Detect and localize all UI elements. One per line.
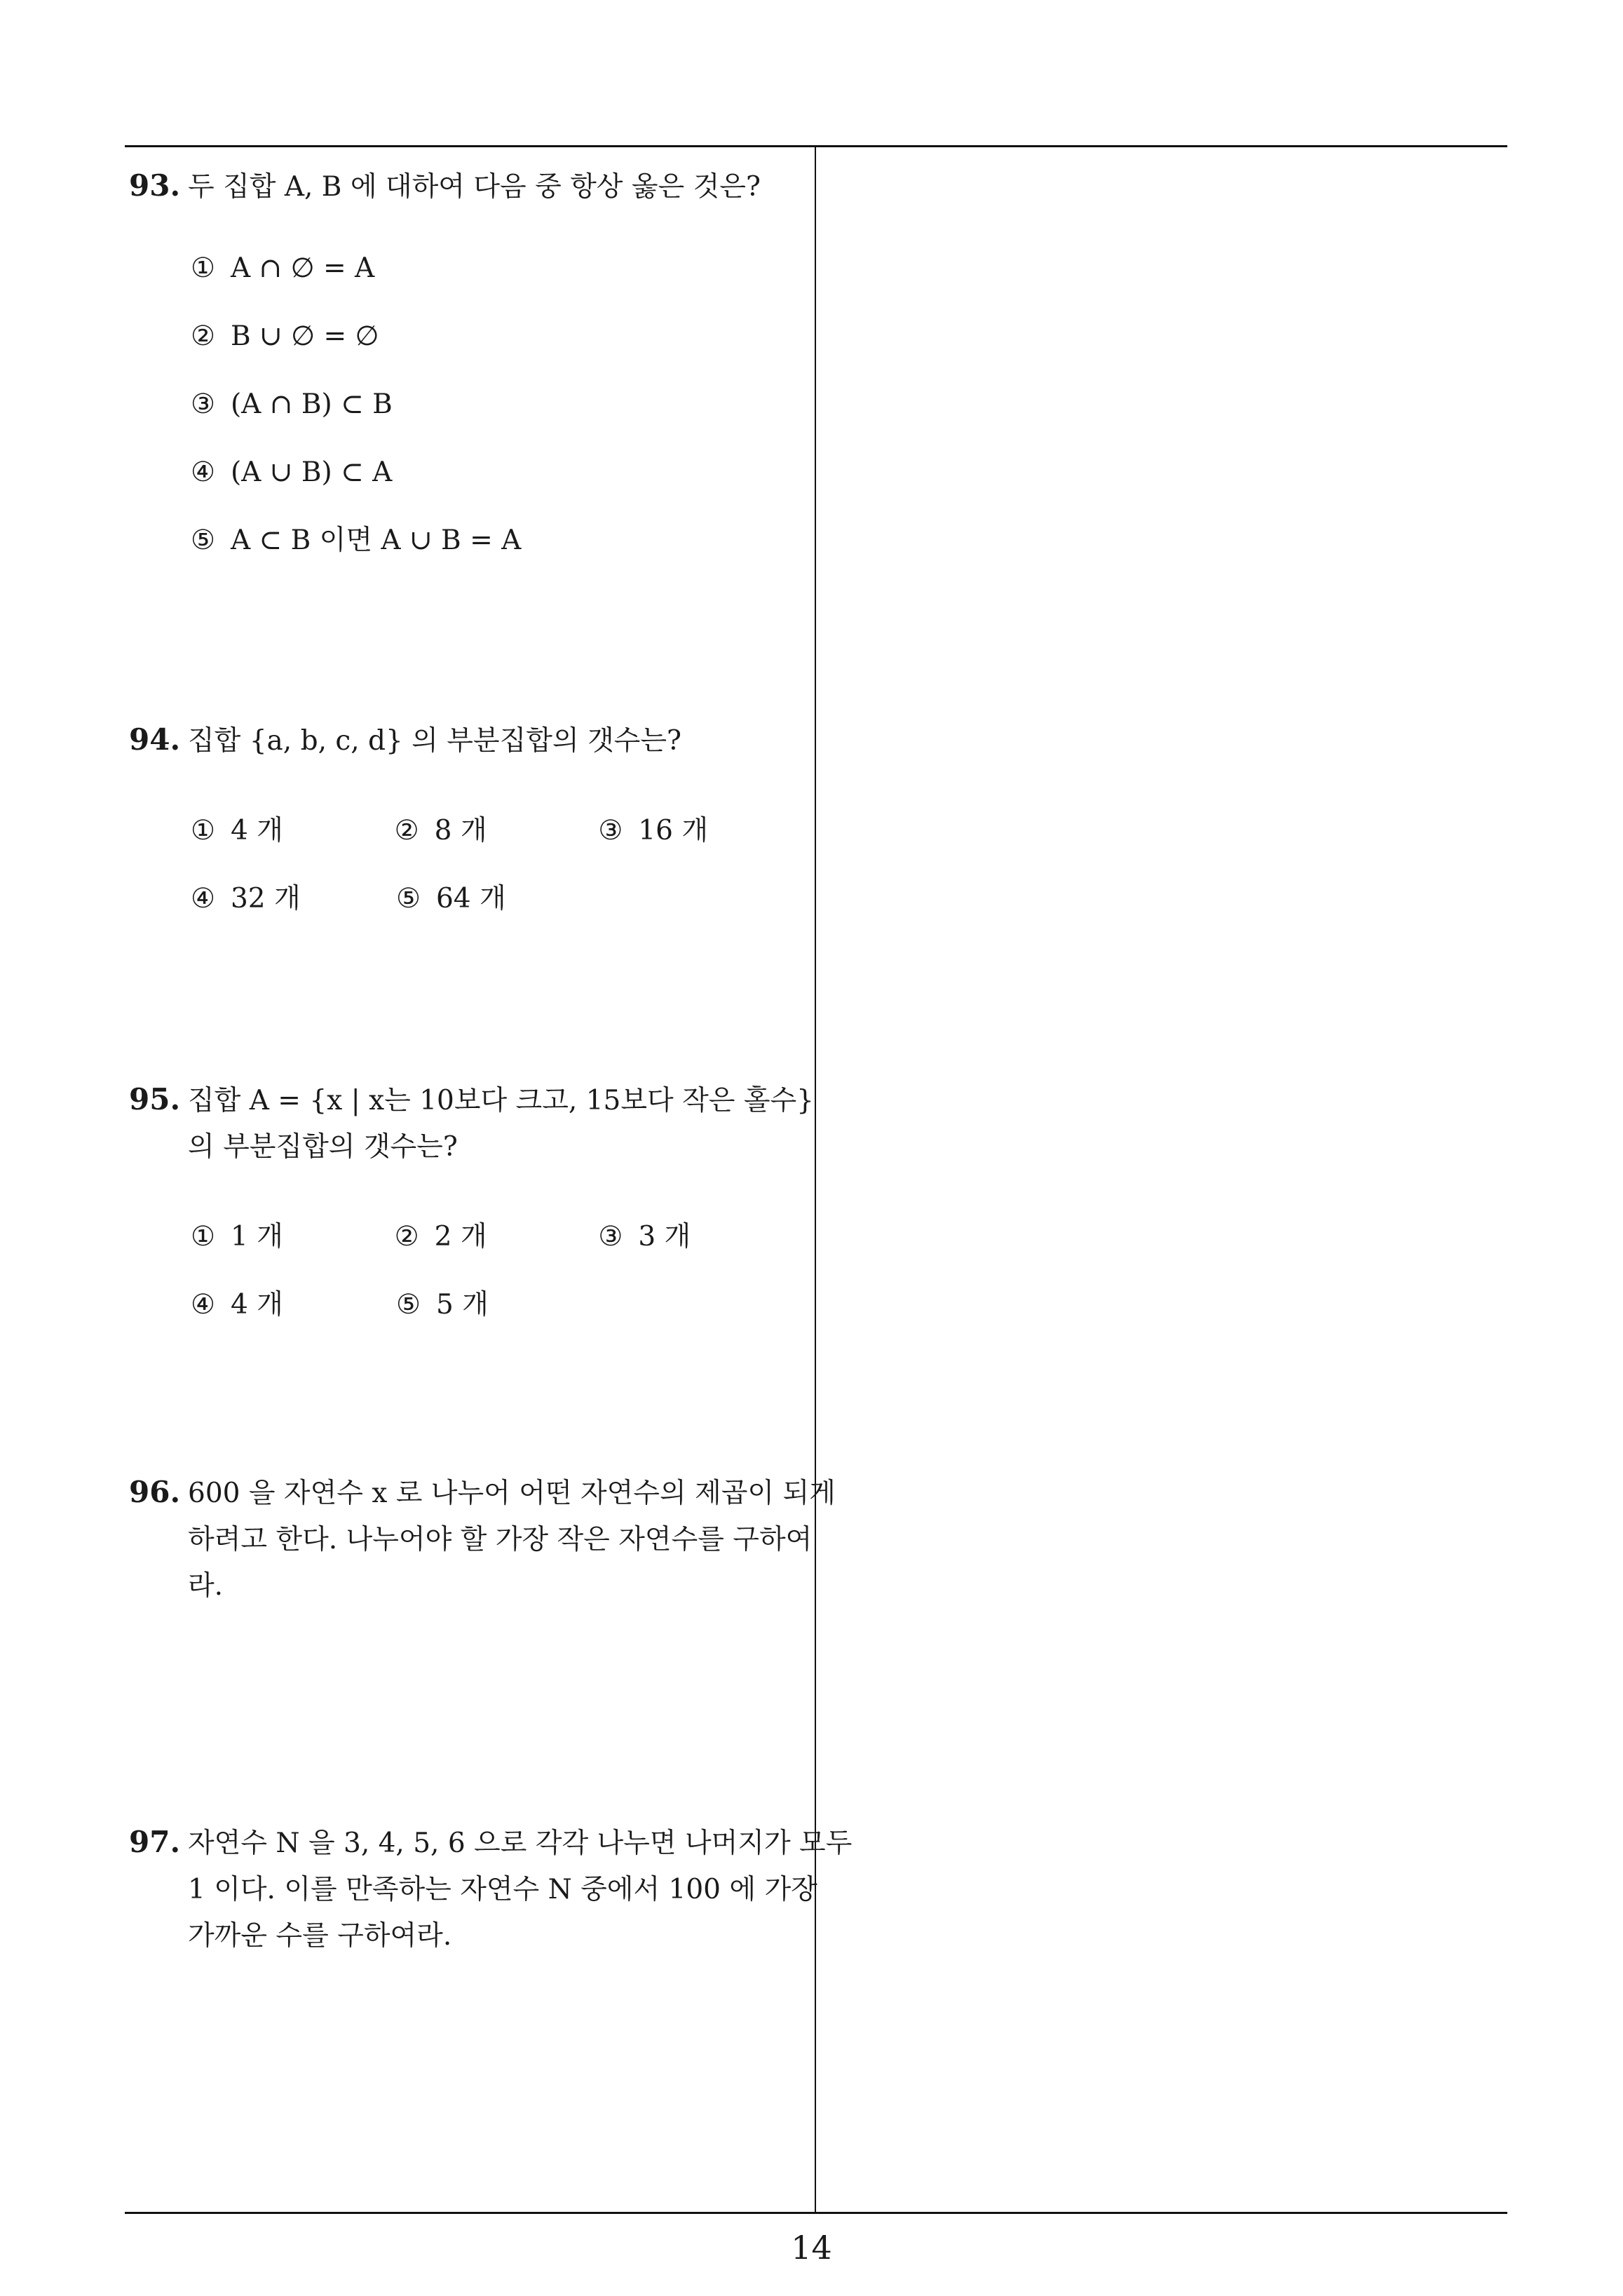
choice-marker: ① [191,252,215,284]
choice-marker: ⑤ [396,882,421,914]
question-header [129,1469,836,1609]
choice-marker: ① [191,1220,215,1252]
choice-marker: ② [394,1220,419,1252]
question-text-line: 하려고 한다. 나누어야 할 가장 작은 자연수를 구하여 [188,1524,813,1555]
choice-row [191,797,802,865]
question-text [188,1471,836,1609]
question-header [129,717,802,764]
choice-2[interactable] [395,1214,599,1260]
choice-text: (A ∪ B) ⊂ A [230,456,393,488]
choice-marker: ③ [191,388,215,420]
choice-marker: ④ [191,882,215,914]
choice-text: 4 개 [230,1288,283,1321]
question-93 [129,163,802,574]
question-97 [129,1819,853,1959]
question-text [188,1821,852,1959]
choice-5[interactable] [191,518,521,564]
question-number: 94. [129,722,181,757]
choice-1[interactable] [191,1214,395,1260]
choice-text: 32 개 [230,882,301,914]
question-header [129,1076,814,1170]
choice-list [129,234,802,574]
choice-text: 1 개 [230,1220,283,1252]
choice-text: A ∩ ∅ = A [230,252,375,284]
choice-marker: ② [191,320,215,352]
question-header [129,163,802,210]
choice-row [191,1203,802,1271]
question-text-line: 집합 A = {x | x는 10보다 크고, 15보다 작은 홀수} [188,1085,814,1116]
choice-marker: ⑤ [396,1288,421,1321]
choice-2[interactable] [191,313,379,360]
choice-grid [129,797,802,933]
question-text-line: 집합 {a, b, c, d} 의 부분집합의 갯수는? [188,725,681,757]
choice-5[interactable] [396,876,602,922]
choice-text: A ⊂ B 이면 A ∪ B = A [230,524,522,556]
question-text-line: 라. [188,1570,224,1602]
choice-grid [129,1203,802,1339]
choice-1[interactable] [191,245,374,292]
question-94 [129,717,802,933]
question-text-line: 1 이다. 이를 만족하는 자연수 N 중에서 100 에 가장 [188,1874,817,1905]
question-number: 95. [129,1082,181,1116]
question-number: 96. [129,1475,181,1509]
choice-row [191,506,802,574]
choice-marker: ③ [598,814,623,846]
question-text [188,1078,814,1170]
question-text [188,718,802,764]
choice-text: 16 개 [638,814,709,846]
choice-4[interactable] [191,450,392,496]
choice-marker: ① [191,814,215,846]
choice-row [191,302,802,370]
choice-row [191,865,802,933]
question-text-line: 600 을 자연수 x 로 나누어 어떤 자연수의 제곱이 되게 [188,1478,836,1509]
choice-marker: ③ [598,1220,623,1252]
choice-3[interactable] [598,1214,802,1260]
choice-text: 64 개 [435,882,506,914]
question-text [188,164,802,210]
choice-row [191,438,802,506]
choice-3[interactable] [191,381,393,428]
choice-marker: ④ [191,1288,215,1321]
page-number: 14 [791,2229,832,2267]
choice-text: B ∪ ∅ = ∅ [230,320,379,352]
question-95 [129,1076,814,1339]
bottom-rule [125,2212,1507,2214]
choice-row [191,234,802,302]
choice-2[interactable] [395,808,599,854]
question-number: 93. [129,168,181,203]
choice-4[interactable] [191,1282,396,1328]
choice-3[interactable] [598,808,802,854]
question-text-line: 가까운 수를 구하여라. [188,1920,452,1952]
question-text-line: 의 부분집합의 갯수는? [188,1131,458,1163]
question-header [129,1819,853,1959]
top-rule [125,145,1507,147]
choice-text: (A ∩ B) ⊂ B [230,388,393,420]
choice-text: 2 개 [434,1220,487,1252]
choice-marker: ⑤ [191,524,215,556]
choice-marker: ② [394,814,419,846]
choice-text: 8 개 [434,814,487,846]
choice-5[interactable] [396,1282,602,1328]
choice-text: 3 개 [638,1220,691,1252]
choice-4[interactable] [191,876,396,922]
choice-row [191,1271,802,1339]
choice-1[interactable] [191,808,395,854]
question-text-line: 두 집합 A, B 에 대하여 다음 중 항상 옳은 것은? [188,171,761,203]
choice-row [191,370,802,438]
choice-marker: ④ [191,456,215,488]
question-96 [129,1469,836,1609]
choice-text: 5 개 [435,1288,489,1321]
question-text-line: 자연수 N 을 3, 4, 5, 6 으로 각각 나누면 나머지가 모두 [188,1828,853,1859]
choice-text: 4 개 [230,814,283,846]
question-number: 97. [129,1825,181,1859]
